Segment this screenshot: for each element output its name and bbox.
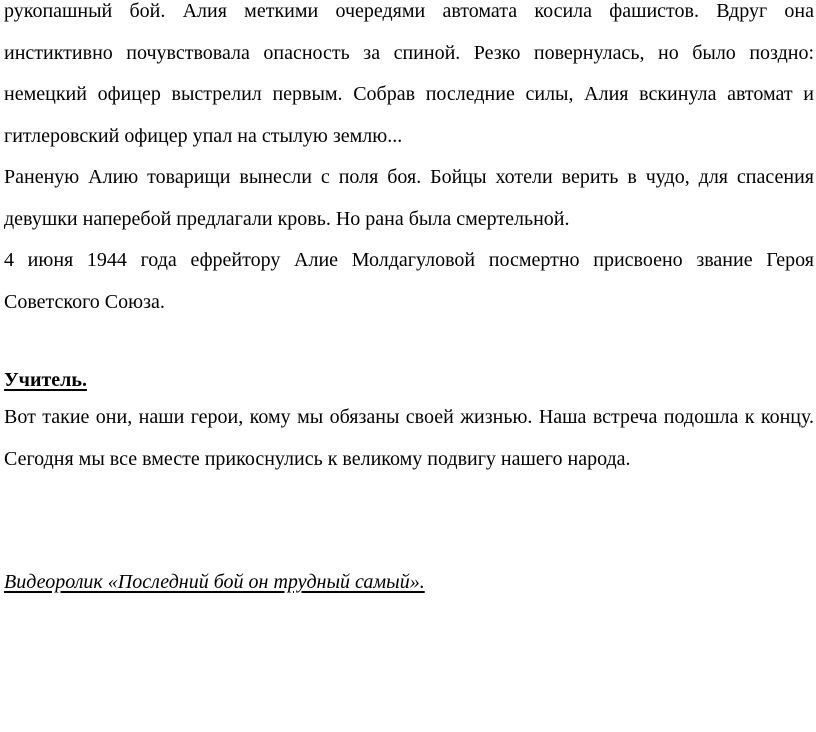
video-title: Видеоролик «Последний бой он трудный самый». xyxy=(4,571,425,593)
paragraph-battle: рукопашный бой. Алия меткими очередями автомата косила фашистов. Вдруг она инстиктивно почувствовала опасность за спиной. Резко повернулась, но было поздно: немецкий офицер выстрелил первым. Собрав последние силы, Алия вскинула автомат и гитлеровский офицер упал на стылую землю... xyxy=(4,0,814,147)
speaker-heading: Учитель. xyxy=(4,369,87,391)
paragraph-teacher-speech: Вот такие они, наши герои, кому мы обязаны своей жизнью. Наша встреча подошла к концу. Сегодня мы все вместе прикоснулись к великому подвигу нашего народа. xyxy=(4,406,814,470)
paragraph-hero-title: 4 июня 1944 года ефрейтору Алие Молдагуловой посмертно присвоено звание Героя Советского Союза. xyxy=(4,249,814,313)
paragraph-wounded: Раненую Алию товарищи вынесли с поля боя. Бойцы хотели верить в чудо, для спасения девушки наперебой предлагали кровь. Но рана была смертельной. xyxy=(4,166,814,230)
